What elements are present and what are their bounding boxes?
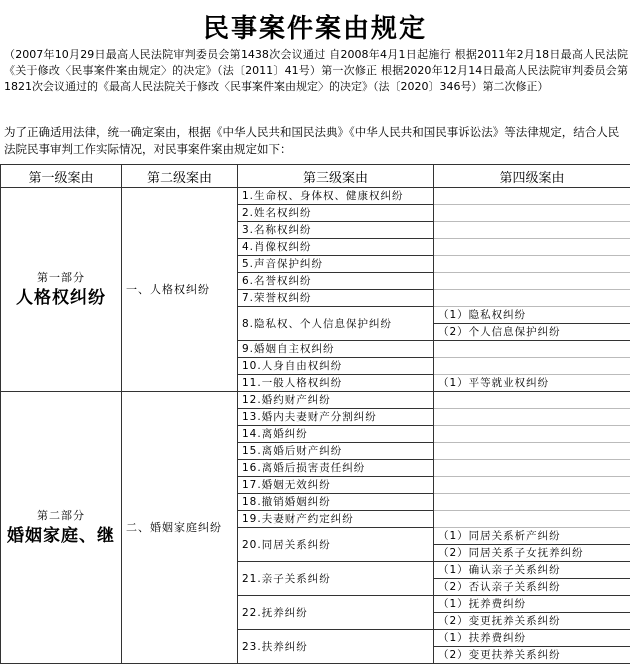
level4-cell: （2）变更抚养关系纠纷 bbox=[434, 613, 630, 630]
header-level2: 第二级案由 bbox=[122, 165, 238, 188]
level3-cell: 20.同居关系纠纷 bbox=[238, 528, 434, 562]
level3-cell: 13.婚内夫妻财产分割纠纷 bbox=[238, 409, 434, 426]
level4-cell-empty bbox=[434, 460, 630, 477]
part-title: 婚姻家庭、继 bbox=[5, 524, 117, 548]
level4-cell-empty bbox=[434, 426, 630, 443]
level3-cell: 1.生命权、身体权、健康权纠纷 bbox=[238, 188, 434, 205]
level4-cell: （2）变更扶养关系纠纷 bbox=[434, 647, 630, 664]
level4-cell-empty bbox=[434, 341, 630, 358]
level3-cell: 21.亲子关系纠纷 bbox=[238, 562, 434, 596]
level4-cell-empty bbox=[434, 392, 630, 409]
level3-cell: 19.夫妻财产约定纠纷 bbox=[238, 511, 434, 528]
level3-cell: 6.名誉权纠纷 bbox=[238, 273, 434, 290]
level4-cell-empty bbox=[434, 222, 630, 239]
level4-cell: （1）抚养费纠纷 bbox=[434, 596, 630, 613]
level3-cell: 7.荣誉权纠纷 bbox=[238, 290, 434, 307]
revision-note: （2007年10月29日最高人民法院审判委员会第1438次会议通过 自2008年4月1日起施行 根据2011年2月18日最高人民法院《关于修改〈民事案件案由规定〉的决定》（法〔2011〕41号）第一次修正 根据2020年12月14日最高人民法院审判委员会第1821次会议通过的《最高人民法院关于修改〈民事案件案由规定〉的决定》（法〔2020〕346号）第二次修正） bbox=[4, 47, 628, 95]
part-label: 第二部分 bbox=[5, 508, 117, 524]
level3-cell: 14.离婚纠纷 bbox=[238, 426, 434, 443]
level3-cell: 4.肖像权纠纷 bbox=[238, 239, 434, 256]
level3-cell: 5.声音保护纠纷 bbox=[238, 256, 434, 273]
level4-cell-empty bbox=[434, 358, 630, 375]
part2-level1-cell bbox=[1, 392, 122, 664]
level3-cell: 23.扶养纠纷 bbox=[238, 630, 434, 664]
level4-cell: （1）扶养费纠纷 bbox=[434, 630, 630, 647]
part1-level1-cell bbox=[1, 188, 122, 392]
part-label: 第一部分 bbox=[5, 270, 117, 286]
level3-cell: 8.隐私权、个人信息保护纠纷 bbox=[238, 307, 434, 341]
case-cause-table bbox=[0, 164, 630, 664]
level4-cell-empty bbox=[434, 290, 630, 307]
level3-cell: 22.抚养纠纷 bbox=[238, 596, 434, 630]
level4-cell: （1）确认亲子关系纠纷 bbox=[434, 562, 630, 579]
level4-cell-empty bbox=[434, 205, 630, 222]
header-level1: 第一级案由 bbox=[1, 165, 122, 188]
level4-cell: （1）同居关系析产纠纷 bbox=[434, 528, 630, 545]
level3-cell: 11.一般人格权纠纷 bbox=[238, 375, 434, 392]
level4-cell-empty bbox=[434, 273, 630, 290]
header-level4: 第四级案由 bbox=[434, 165, 630, 188]
header-level3: 第三级案由 bbox=[238, 165, 434, 188]
level4-cell: （2）同居关系子女抚养纠纷 bbox=[434, 545, 630, 562]
level3-cell: 17.婚姻无效纠纷 bbox=[238, 477, 434, 494]
level4-cell: （1）隐私权纠纷 bbox=[434, 307, 630, 324]
level3-cell: 18.撤销婚姻纠纷 bbox=[238, 494, 434, 511]
table-body bbox=[1, 188, 630, 664]
page-title: 民事案件案由规定 bbox=[0, 14, 630, 44]
table-row bbox=[1, 392, 630, 409]
level3-cell: 2.姓名权纠纷 bbox=[238, 205, 434, 222]
level4-cell: （1）平等就业权纠纷 bbox=[434, 375, 630, 392]
part1-level2-cell: 一、人格权纠纷 bbox=[122, 188, 238, 392]
table-header-row bbox=[1, 165, 630, 188]
table-row bbox=[1, 188, 630, 205]
level4-cell-empty bbox=[434, 477, 630, 494]
level4-cell: （2）否认亲子关系纠纷 bbox=[434, 579, 630, 596]
level3-cell: 9.婚姻自主权纠纷 bbox=[238, 341, 434, 358]
level4-cell-empty bbox=[434, 256, 630, 273]
level4-cell-empty bbox=[434, 239, 630, 256]
level4-cell-empty bbox=[434, 511, 630, 528]
level3-cell: 3.名称权纠纷 bbox=[238, 222, 434, 239]
level4-cell-empty bbox=[434, 443, 630, 460]
level3-cell: 16.离婚后损害责任纠纷 bbox=[238, 460, 434, 477]
level4-cell-empty bbox=[434, 188, 630, 205]
part-title: 人格权纠纷 bbox=[5, 286, 117, 310]
level3-cell: 10.人身自由权纠纷 bbox=[238, 358, 434, 375]
level3-cell: 12.婚约财产纠纷 bbox=[238, 392, 434, 409]
level4-cell-empty bbox=[434, 494, 630, 511]
level3-cell: 15.离婚后财产纠纷 bbox=[238, 443, 434, 460]
part2-level2-cell: 二、婚姻家庭纠纷 bbox=[122, 392, 238, 664]
level4-cell-empty bbox=[434, 409, 630, 426]
intro-paragraph: 为了正确适用法律，统一确定案由，根据《中华人民共和国民法典》《中华人民共和国民事诉讼法》等法律规定，结合人民法院民事审判工作实际情况，对民事案件案由规定如下： bbox=[4, 124, 628, 158]
level4-cell: （2）个人信息保护纠纷 bbox=[434, 324, 630, 341]
